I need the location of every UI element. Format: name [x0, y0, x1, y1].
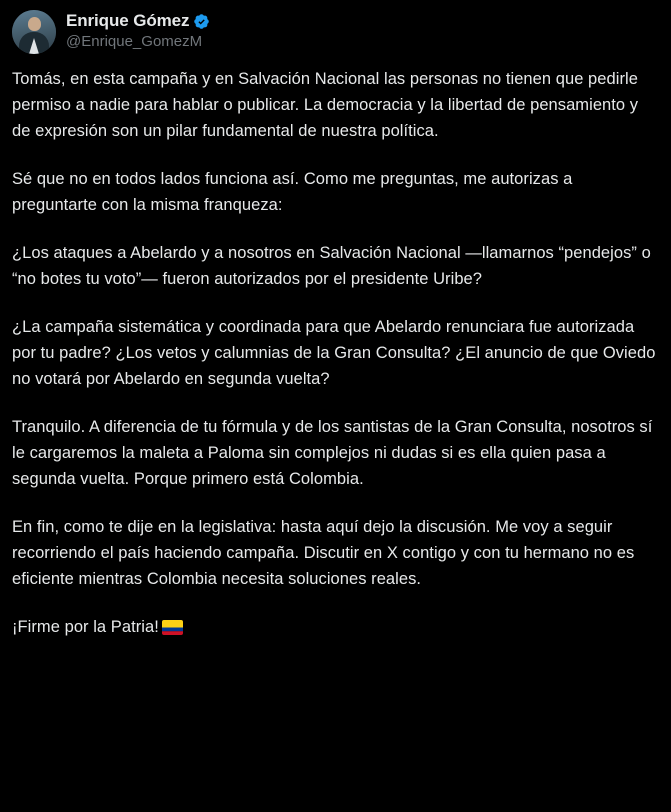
- author-display-name[interactable]: Enrique Gómez: [66, 11, 190, 30]
- avatar[interactable]: [12, 10, 56, 54]
- author-handle[interactable]: @Enrique_GomezM: [66, 33, 203, 51]
- tweet-paragraph: Tomás, en esta campaña y en Salvación Nacional las personas no tienen que pedirle permiso a nadie para hablar o publicar. La democracia y la libertad de pensamiento y de expresión son un pilar fundamental de nuestra política.: [12, 70, 639, 140]
- tweet-body: [12, 66, 659, 640]
- author-names: [66, 10, 210, 51]
- avatar-head: [28, 17, 41, 31]
- tweet-paragraph: Sé que no en todos lados funciona así. Como me preguntas, me autorizas a preguntarte con la misma franqueza:: [12, 170, 573, 214]
- tweet-paragraph: ¿La campaña sistemática y coordinada para que Abelardo renunciara fue autorizada por tu padre? ¿Los vetos y calumnias de la Gran Consulta? ¿El anuncio de que Oviedo no votará por Abelardo en segunda vuelta?: [12, 318, 656, 388]
- closing-text: ¡Firme por la Patria!: [12, 618, 159, 636]
- tweet-header: [12, 10, 659, 54]
- colombia-flag-emoji: [162, 620, 183, 635]
- author-name-row: [66, 11, 210, 31]
- tweet-closing-line: [12, 614, 659, 640]
- tweet-paragraph: En fin, como te dije en la legislativa: hasta aquí dejo la discusión. Me voy a seguir recorriendo el país haciendo campaña. Discutir en X contigo y con tu hermano no es eficiente mientras Colombia necesita soluciones reales.: [12, 518, 635, 588]
- verified-badge-icon: [193, 13, 210, 30]
- tweet-paragraph: ¿Los ataques a Abelardo y a nosotros en Salvación Nacional —llamarnos “pendejos” o “no botes tu voto”— fueron autorizados por el presidente Uribe?: [12, 244, 651, 288]
- tweet-paragraph: Tranquilo. A diferencia de tu fórmula y de los santistas de la Gran Consulta, nosotros sí le cargaremos la maleta a Paloma sin complejos ni dudas si es ella quien pasa a segunda vuelta. Porque primero está Colombia.: [12, 418, 653, 488]
